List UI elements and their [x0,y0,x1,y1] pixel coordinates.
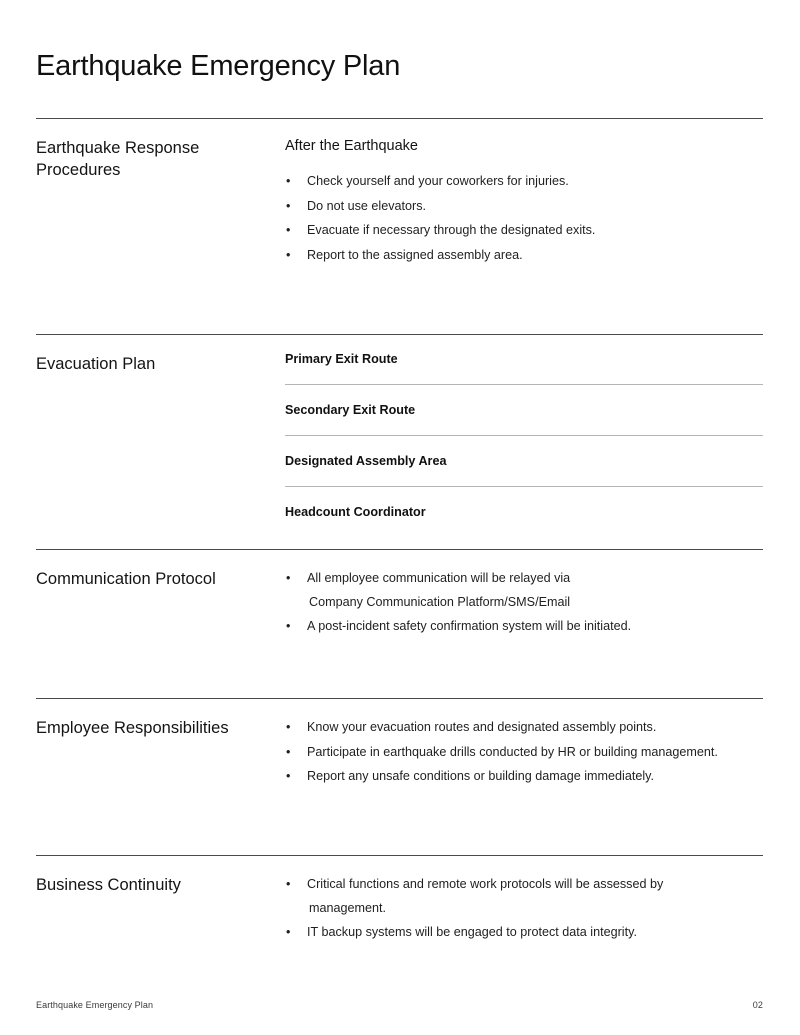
field-primary-exit-route[interactable]: Primary Exit Route [285,351,763,385]
bullet-dot-icon: • [286,769,291,783]
footer-document-title: Earthquake Emergency Plan [36,1000,154,1010]
bullet-dot-icon: • [286,247,291,262]
bullet-list [285,873,763,945]
list-item [285,615,763,639]
section-employee-responsibilities [36,698,763,790]
list-item [285,873,763,920]
list-item [285,741,763,765]
list-item-text: IT backup systems will be engaged to protect data integrity. [307,925,637,939]
list-item [285,244,763,268]
list-item [285,195,763,219]
list-item [285,567,763,614]
bullet-dot-icon: • [286,223,291,237]
field-headcount-coordinator[interactable]: Headcount Coordinator [285,505,426,519]
page-footer [36,999,763,1011]
section-label: Evacuation Plan [36,355,156,373]
bullet-dot-icon: • [286,198,291,213]
section-communication-protocol [36,549,763,640]
list-item-text: Check yourself and your coworkers for injuries. [307,174,569,188]
section-content [285,873,763,946]
bullet-dot-icon: • [286,877,291,891]
bullet-dot-icon: • [286,174,291,188]
bullet-dot-icon: • [286,619,291,633]
section-content [285,716,763,790]
section-evacuation-plan [36,334,763,521]
bullet-list [285,716,763,789]
sub-heading-after-the-earthquake: After the Earthquake [285,138,418,154]
bullet-dot-icon: • [286,744,291,759]
section-content [285,352,763,521]
list-item-text: Report any unsafe conditions or building damage immediately. [307,769,654,783]
field-designated-assembly-area[interactable]: Designated Assembly Area [285,453,763,487]
list-item [285,170,763,194]
list-item-text: Report to the assigned assembly area. [307,247,523,262]
list-item [285,921,763,945]
section-label: Communication Protocol [36,570,216,588]
bullet-dot-icon: • [286,571,291,585]
bullet-list [285,567,763,639]
bullet-dot-icon: • [286,720,291,734]
list-item-text: All employee communication will be relayed via [307,571,571,585]
list-item-text-continued: Company Communication Platform/SMS/Email [309,594,571,609]
list-item-text: Do not use elevators. [307,198,427,213]
list-item-text: A post-incident safety confirmation system will be initiated. [307,619,632,633]
list-item-text-continued: management. [309,900,387,915]
section-business-continuity [36,855,763,946]
section-content [285,136,763,268]
section-label: Earthquake Response Procedures [36,139,200,179]
evacuation-field-list [285,351,763,521]
section-label: Employee Responsibilities [36,719,229,737]
section-label: Business Continuity [36,876,181,894]
list-item-text: Know your evacuation routes and designated assembly points. [307,720,657,734]
footer-page-number: 02 [752,1000,763,1010]
page-title: Earthquake Emergency Plan [36,50,401,83]
list-item [285,716,763,740]
bullet-list [285,170,763,267]
bullet-dot-icon: • [286,925,291,939]
section-earthquake-response-procedures [36,118,763,268]
list-item-text: Participate in earthquake drills conducted by HR or building management. [307,744,718,759]
field-secondary-exit-route[interactable]: Secondary Exit Route [285,402,763,436]
list-item-text: Critical functions and remote work protocols will be assessed by [307,877,664,891]
list-item [285,219,763,243]
list-item-text: Evacuate if necessary through the designated exits. [307,223,596,237]
section-content [285,567,763,640]
list-item [285,765,763,789]
